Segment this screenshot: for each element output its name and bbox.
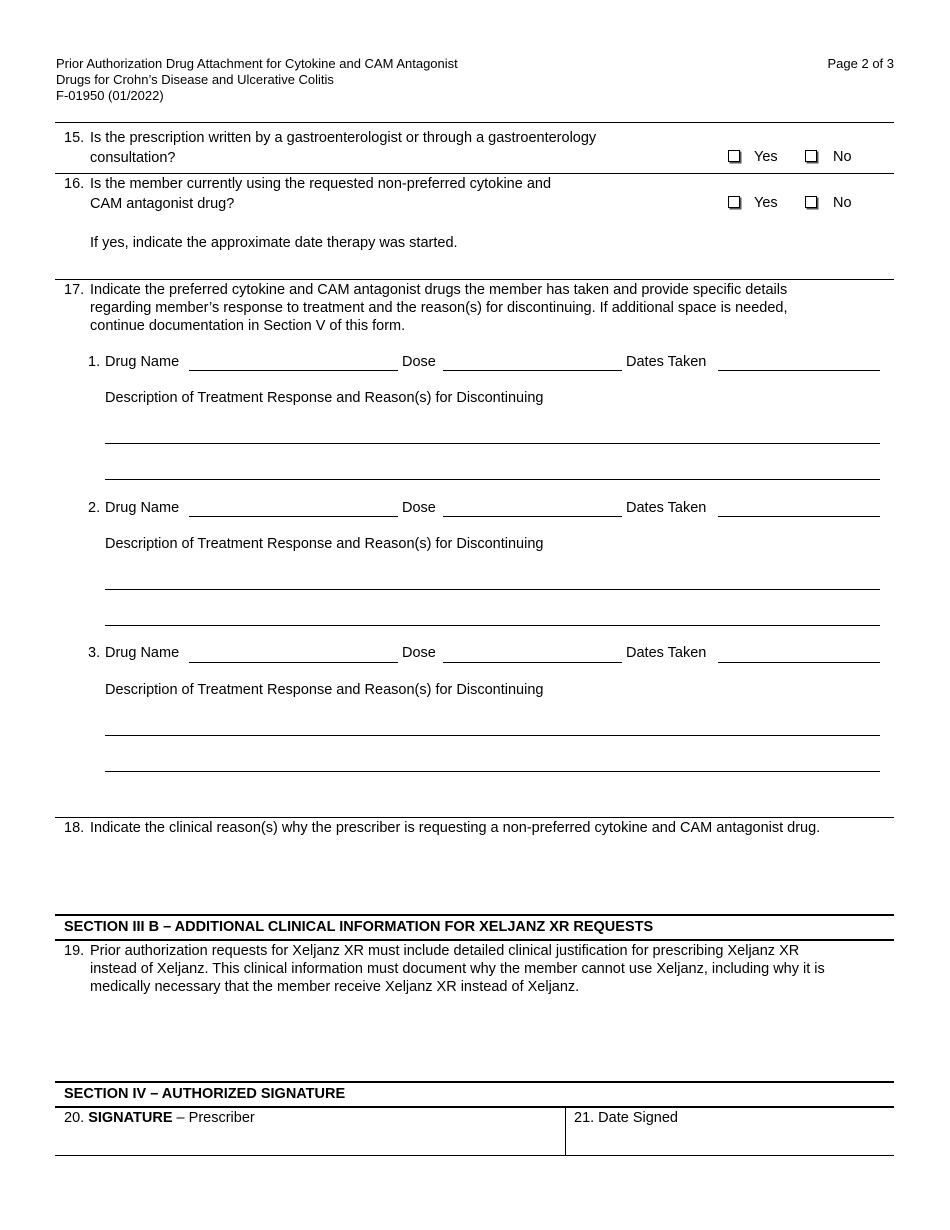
divider <box>55 939 894 941</box>
drug-2-description-line[interactable] <box>105 589 880 590</box>
drug-3-dates-label: Dates Taken <box>626 645 707 661</box>
q15-no-label: No <box>833 149 852 165</box>
drug-1-dates-field[interactable] <box>718 370 880 371</box>
q16-followup: If yes, indicate the approximate date therapy was started. <box>90 235 458 251</box>
q17-text-line2: regarding member’s response to treatment and the reason(s) for discontinuing. If additional space is needed, <box>90 300 788 316</box>
question-17 <box>64 281 787 335</box>
drug-2-number: 2. <box>88 500 101 516</box>
page-number: Page 2 of 3 <box>827 56 894 71</box>
q15-text-line1: Is the prescription written by a gastroenterologist or through a gastroenterology <box>90 130 597 146</box>
drug-1-dose-label: Dose <box>402 354 436 370</box>
q16-no-label: No <box>833 195 852 211</box>
q16-yes-checkbox[interactable] <box>728 196 740 208</box>
section-3b-title: SECTION III B – ADDITIONAL CLINICAL INFORMATION FOR XELJANZ XR REQUESTS <box>64 919 654 935</box>
drug-3-name-label: Drug Name <box>105 645 180 661</box>
q16-text-line2: CAM antagonist drug? <box>90 196 235 212</box>
drug-3-dose-label: Dose <box>402 645 436 661</box>
q15-no-checkbox[interactable] <box>805 150 817 162</box>
drug-2-name-field[interactable] <box>189 516 398 517</box>
divider <box>55 122 894 123</box>
q18-text: Indicate the clinical reason(s) why the prescriber is requesting a non-preferred cytokine and CAM antagonist drug. <box>90 820 821 836</box>
date-signed-label: 21. Date Signed <box>574 1110 678 1126</box>
drug-2-dose-field[interactable] <box>443 516 622 517</box>
q20-number: 20. <box>64 1110 85 1126</box>
q17-text-line1: Indicate the preferred cytokine and CAM antagonist drugs the member has taken and provide specific details <box>90 282 788 298</box>
q20-signature-bold: SIGNATURE <box>88 1110 173 1126</box>
question-19 <box>64 942 825 996</box>
question-15 <box>64 129 596 167</box>
drug-2-name-label: Drug Name <box>105 500 180 516</box>
q17-number: 17. <box>64 282 85 298</box>
drug-2-dates-field[interactable] <box>718 516 880 517</box>
q19-text-line3: medically necessary that the member receive Xeljanz XR instead of Xeljanz. <box>90 979 580 995</box>
drug-1-number: 1. <box>88 354 101 370</box>
drug-3-description-label: Description of Treatment Response and Reason(s) for Discontinuing <box>105 682 544 698</box>
q19-number: 19. <box>64 943 85 959</box>
form-title-line2: Drugs for Crohn’s Disease and Ulcerative Colitis <box>56 72 334 87</box>
q16-number: 16. <box>64 176 85 192</box>
divider <box>55 1081 894 1083</box>
date-signed-field[interactable] <box>566 1108 894 1154</box>
drug-3-dose-field[interactable] <box>443 662 622 663</box>
q15-text-line2: consultation? <box>90 150 176 166</box>
section-4-title: SECTION IV – AUTHORIZED SIGNATURE <box>64 1086 346 1102</box>
drug-1-dose-field[interactable] <box>443 370 622 371</box>
q19-answer-area[interactable] <box>55 1000 894 1080</box>
drug-2-dose-label: Dose <box>402 500 436 516</box>
divider <box>55 817 894 818</box>
q17-text-line3: continue documentation in Section V of this form. <box>90 318 406 334</box>
drug-1-description-line[interactable] <box>105 479 880 480</box>
drug-1-dates-label: Dates Taken <box>626 354 707 370</box>
drug-2-description-line[interactable] <box>105 625 880 626</box>
divider <box>55 173 894 174</box>
q19-text-line1: Prior authorization requests for Xeljanz XR must include detailed clinical justification for prescribing Xeljanz XR <box>90 943 800 959</box>
q15-number: 15. <box>64 130 85 146</box>
drug-2-dates-label: Dates Taken <box>626 500 707 516</box>
drug-1-name-label: Drug Name <box>105 354 180 370</box>
form-title-line1: Prior Authorization Drug Attachment for Cytokine and CAM Antagonist <box>56 56 458 71</box>
q19-text-line2: instead of Xeljanz. This clinical information must document why the member cannot use Xeljanz, including why it is <box>90 961 825 977</box>
drug-3-description-line[interactable] <box>105 771 880 772</box>
form-header <box>56 56 458 104</box>
q16-yes-label: Yes <box>754 195 778 211</box>
q18-number: 18. <box>64 820 85 836</box>
divider <box>55 279 894 280</box>
q15-yes-checkbox[interactable] <box>728 150 740 162</box>
drug-1-name-field[interactable] <box>189 370 398 371</box>
form-id: F-01950 (01/2022) <box>56 88 164 103</box>
drug-2-description-label: Description of Treatment Response and Reason(s) for Discontinuing <box>105 536 544 552</box>
question-16 <box>64 175 551 213</box>
q16-no-checkbox[interactable] <box>805 196 817 208</box>
q15-yes-label: Yes <box>754 149 778 165</box>
q18-answer-area[interactable] <box>55 845 894 913</box>
drug-3-dates-field[interactable] <box>718 662 880 663</box>
drug-3-description-line[interactable] <box>105 735 880 736</box>
q20-prescriber: – Prescriber <box>172 1110 255 1126</box>
q16-text-line1: Is the member currently using the requested non-preferred cytokine and <box>90 176 552 192</box>
drug-3-number: 3. <box>88 645 101 661</box>
drug-1-description-label: Description of Treatment Response and Reason(s) for Discontinuing <box>105 390 544 406</box>
divider <box>55 1155 894 1156</box>
drug-3-name-field[interactable] <box>189 662 398 663</box>
question-18 <box>64 819 820 837</box>
drug-1-description-line[interactable] <box>105 443 880 444</box>
divider <box>55 914 894 916</box>
signature-field[interactable] <box>55 1108 565 1154</box>
